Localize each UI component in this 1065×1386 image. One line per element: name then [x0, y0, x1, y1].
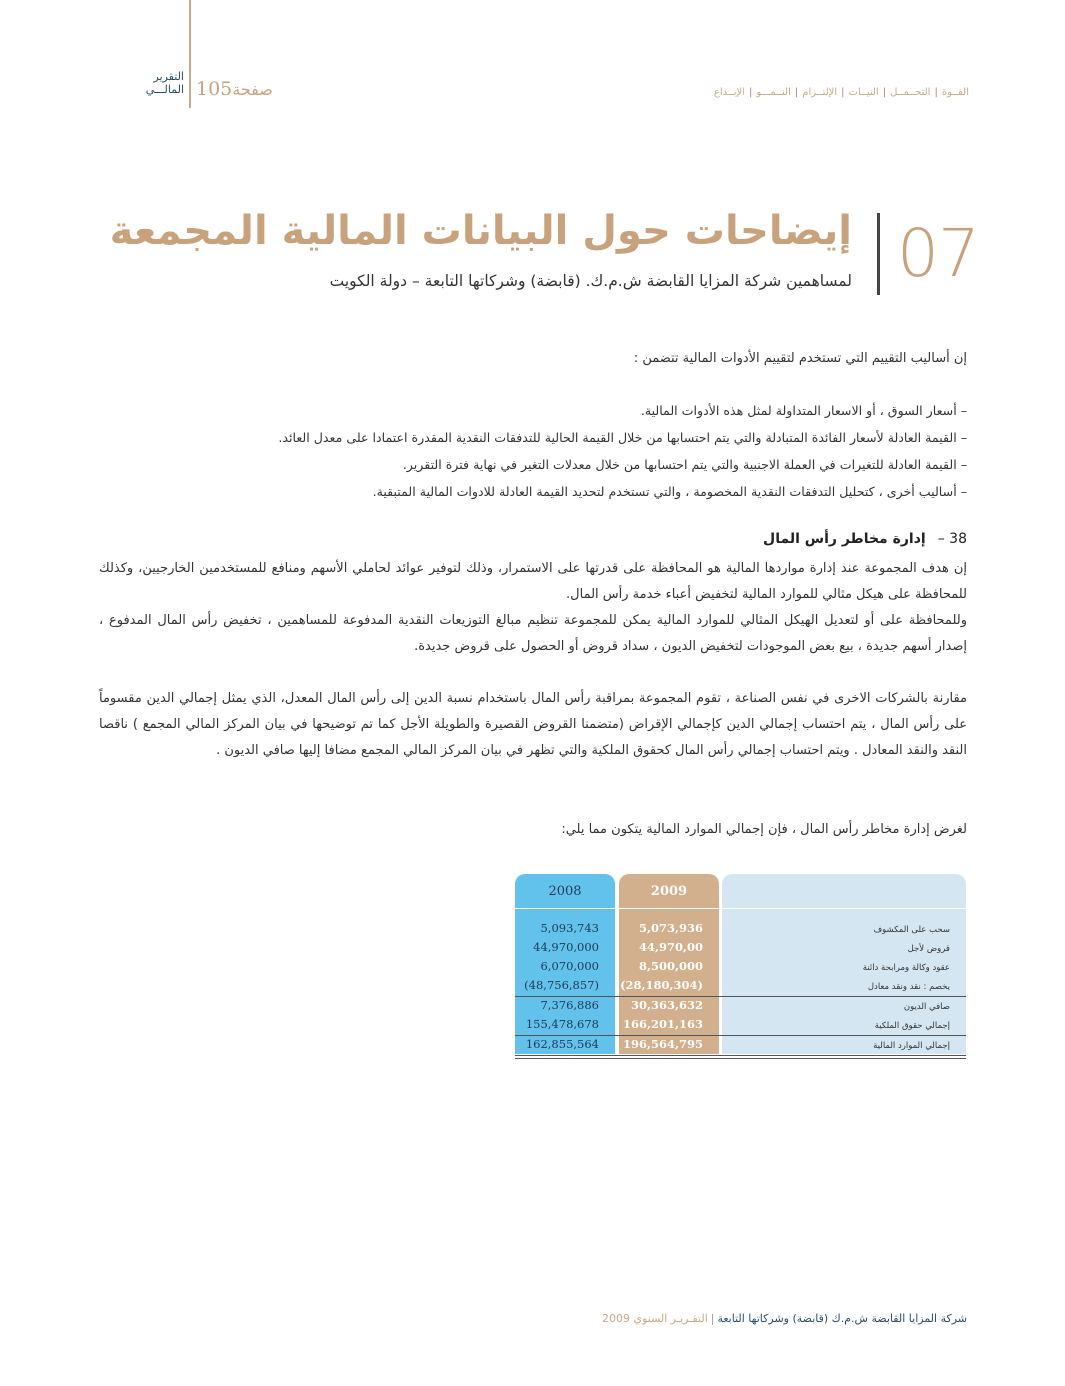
cell-2009: (28,180,304) — [620, 978, 703, 992]
capital-paragraph-3: مقارنة بالشركات الاخرى في نفس الصناعة ، تقوم المجموعة بمراقبة رأس المال باستخدام نسبة الدين إلى رأس المال المعدل، الذي يمثل إجمالي الدين مقسوماً على رأس المال ، يتم احتساب إجمالي الدين كإجمالي الإقراض (متضمنا القروض القصيرة والطويلة الأجل كما تم توضيحها في بيان المركز المالي المجمع ) ناقصا النقد والنقد المعادل . ويتم احتساب إجمالي رأس المال كحقوق الملكية والتي تظهر في بيان المركز المالي المجمع مضافا إليها صافي الديون . — [99, 691, 967, 758]
header-divider-line — [189, 0, 191, 108]
value-item: الإبــداع — [713, 87, 746, 98]
cell-2008: 162,855,564 — [525, 1037, 599, 1051]
cell-2008: 6,070,000 — [540, 959, 599, 973]
footer-report: التقـريـر السنوي 2009 — [601, 1312, 708, 1325]
list-item: – القيمة العادلة لأسعار الفائدة المتبادلة والتي يتم احتسابها من خلال القيمة الحالية للتدفقات النقدية المقدرة اعتمادا على معدل العائد. — [278, 430, 967, 445]
list-item: – أساليب أخرى ، كتحليل التدفقات النقدية المخصومة ، والتي تستخدم لتحديد القيمة العادلة للادوات المالية المتبقية. — [372, 484, 967, 499]
list-item: – أسعار السوق ، أو الاسعار المتداولة لمثل هذه الأدوات المالية. — [640, 403, 967, 418]
row-label: صافي الديون — [903, 1002, 950, 1012]
value-item: القــوة — [941, 87, 969, 98]
table-row — [515, 976, 966, 995]
header-report-label — [132, 70, 184, 96]
section-divider — [877, 213, 880, 295]
row-label: يخصم : نقد ونقد معادل — [867, 982, 950, 992]
table-bottom-rule-double — [515, 1058, 966, 1059]
page-number-label: صفحة — [232, 80, 273, 99]
cell-2009: 196,564,795 — [622, 1037, 703, 1051]
capital-section-title: إدارة مخاطر رأس المال — [763, 531, 926, 547]
list-item: – القيمة العادلة للتغيرات في العملة الاجنبية والتي يتم احتسابها من خلال معدلات التغير في نهاية فترة التقرير. — [402, 457, 967, 472]
page-subtitle: لمساهمين شركة المزايا القابضة ش.م.ك. (قابضة) وشركاتها التابعة – دولة الكويت — [329, 272, 852, 290]
value-item: التحــمــل — [890, 87, 931, 98]
value-item: النيــات — [848, 87, 879, 98]
capital-paragraph-4: لغرض إدارة مخاطر رأس المال ، فإن إجمالي الموارد المالية يتكون مما يلي: — [561, 822, 967, 837]
footer-company: شركة المزايا القابضة ش.م.ك (قابضة) وشركاتها التابعة — [717, 1312, 967, 1325]
column-header-2008: 2008 — [548, 884, 582, 899]
cell-2009: 30,363,632 — [630, 998, 703, 1012]
table-bottom-rule — [515, 1055, 966, 1056]
cell-2008: 44,970,000 — [533, 940, 599, 954]
table-row-total — [515, 1035, 966, 1054]
table-row — [515, 919, 966, 938]
financial-resources-table — [515, 874, 966, 1060]
cell-2009: 44,970,00 — [638, 940, 703, 954]
capital-section-number: 38 – — [937, 531, 967, 547]
report-label-line2: المالـــي — [145, 83, 184, 96]
page-title: إيضاحات حول البيانات المالية المجمعة — [109, 208, 852, 254]
row-label: سحب على المكشوف — [873, 925, 950, 935]
cell-2008: 5,093,743 — [540, 921, 599, 935]
page-number-value: 105 — [196, 78, 233, 100]
table-row — [515, 938, 966, 957]
row-label: إجمالي حقوق الملكية — [874, 1021, 950, 1031]
cell-2008: 7,376,886 — [540, 998, 599, 1012]
valuation-methods-list — [99, 397, 967, 505]
value-item: النــمـــو — [756, 87, 791, 98]
cell-2009: 8,500,000 — [638, 959, 703, 973]
capital-paragraph-2: وللمحافظة على أو لتعديل الهيكل المثالي للموارد المالية يمكن للمجموعة تنظيم مبالغ التوزيعات النقدية المدفوعة للمساهمين ، تخفيض رأس المال المدفوع ، إصدار أسهم جديدة ، بيع بعض الموجودات لتخفيض الديون ، سداد قروض أو الحصول على قروض جديدة. — [99, 613, 967, 654]
section-number: 07 — [897, 215, 979, 292]
row-label: قروض لأجل — [907, 944, 950, 954]
header-values-strip: القــوة|التحــمــل|النيــات|الإلتــزام|النــمـــو|الإبــداع — [713, 87, 969, 98]
header-separator — [515, 908, 966, 909]
footer: شركة المزايا القابضة ش.م.ك (قابضة) وشركاتها التابعة|التقـريـر السنوي 2009 — [601, 1312, 967, 1325]
page-number — [196, 78, 273, 100]
row-label: إجمالي الموارد المالية — [873, 1041, 950, 1051]
report-label-line1: التقرير — [153, 70, 184, 83]
cell-2008: (48,756,857) — [524, 978, 599, 992]
table-row — [515, 957, 966, 976]
cell-2009: 5,073,936 — [638, 921, 703, 935]
capital-paragraph-1: إن هدف المجموعة عند إدارة مواردها المالية هو المحافظة على قدرتها على الاستمرار، وذلك لتوفير عوائد لحاملي الأسهم ومنافع للمستخدمين الخارجيين، وكذلك للمحافظة على هيكل مثالي للموارد المالية لتخفيض أعباء خدمة رأس المال. — [99, 561, 967, 602]
cell-2008: 155,478,678 — [525, 1017, 599, 1031]
value-item: الإلتــزام — [802, 87, 838, 98]
row-label: عقود وكالة ومرابحة دائنة — [862, 963, 950, 973]
intro-text: إن أساليب التقييم التي تستخدم لتقييم الأدوات المالية تتضمن : — [633, 351, 967, 366]
column-header-2009: 2009 — [650, 884, 688, 899]
table-row — [515, 996, 966, 1015]
cell-2009: 166,201,163 — [622, 1017, 703, 1031]
table-row — [515, 1015, 966, 1034]
capital-section-heading — [763, 531, 967, 547]
